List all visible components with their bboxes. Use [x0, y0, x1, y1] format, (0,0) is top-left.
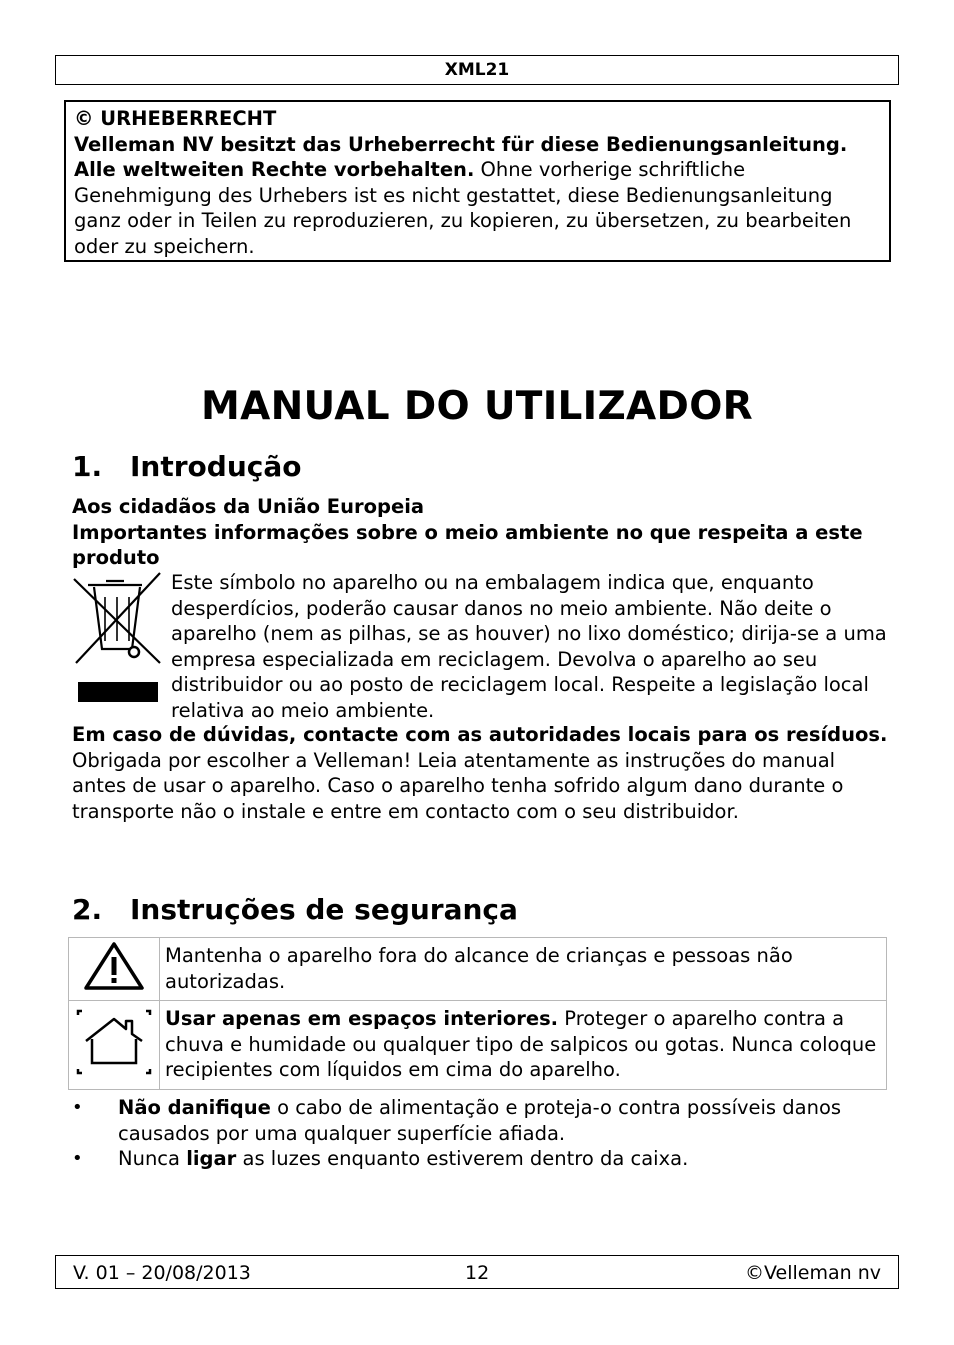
icon-cell — [69, 938, 160, 1001]
eu-notice — [72, 494, 892, 571]
footer-version: V. 01 – 20/08/2013 — [73, 1262, 251, 1284]
bullet-dot-icon: • — [72, 1148, 83, 1169]
copyright-title: © URHEBERRECHT — [74, 107, 277, 130]
header-model-box — [55, 55, 899, 85]
list-item — [72, 1146, 892, 1172]
section-number: 2. — [72, 893, 103, 926]
page-title: MANUAL DO UTILIZADOR — [201, 384, 753, 429]
section-heading-introduction — [72, 450, 302, 483]
safety-text-cell — [160, 1001, 887, 1090]
intro-body — [72, 722, 892, 824]
thanks-text: Obrigada por escolher a Velleman! Leia atentamente as instruções do manual antes de usar o aparelho. Caso o aparelho tenha sofrido algum dano durante o transporte não o instale e entre em contacto com o seu distribuidor. — [72, 748, 844, 823]
footer-box — [55, 1255, 899, 1289]
footer-company: ©Velleman nv — [745, 1262, 881, 1284]
environment-subtitle: Importantes informações sobre o meio ambiente no que respeita a este produto — [72, 520, 863, 569]
warning-triangle-icon — [82, 940, 146, 992]
copyright-text: Ohne vorherige schriftliche Genehmigung des Urhebers ist es nicht gestattet, diese Bedienungsanleitung ganz oder in Teilen zu reproduzieren, zu kopieren, zu übersetzen, zu bearbeiten oder zu speichern. — [74, 158, 852, 258]
model-name: XML21 — [444, 60, 510, 80]
bullet-dot-icon: • — [72, 1097, 83, 1118]
safety-bold: Usar apenas em espaços interiores. — [165, 1007, 559, 1030]
icon-cell — [69, 1001, 160, 1090]
bullet-text: o cabo de alimentação e proteja-o contra possíveis danos causados por uma qualquer superfície afiada. — [118, 1096, 842, 1145]
weee-bin-icon — [72, 571, 164, 705]
safety-text-cell — [160, 938, 887, 1001]
doubts-text: Em caso de dúvidas, contacte com as autoridades locais para os resíduos. — [72, 723, 888, 746]
section-title: Instruções de segurança — [130, 893, 518, 926]
eu-subtitle: Aos cidadãos da União Europeia — [72, 495, 425, 518]
bullet-pre: Nunca — [118, 1147, 187, 1170]
weee-text: Este símbolo no aparelho ou na embalagem indica que, enquanto desperdícios, poderão causar danos no meio ambiente. Não deite o aparelho (nem as pilhas, se as houver) no lixo doméstico; dirija-se a uma empresa especializada em reciclagem. Devolva o aparelho ao seu distribuidor ou ao posto de reciclagem local. Respeite a legislação local relativa ao meio ambiente. — [171, 571, 887, 722]
list-item — [72, 1095, 892, 1146]
bullet-text: as luzes enquanto estiverem dentro da caixa. — [236, 1147, 689, 1170]
safety-text: Mantenha o aparelho fora do alcance de crianças e pessoas não autorizadas. — [165, 944, 793, 993]
bullet-bold: Não danifique — [118, 1096, 271, 1119]
section-title: Introdução — [130, 450, 302, 483]
copyright-bold-text: Velleman NV besitzt das Urheberrecht für diese Bedienungsanleitung. Alle weltweiten Rechte vorbehalten. — [74, 132, 848, 181]
safety-table — [68, 937, 887, 1090]
copyright-box — [64, 100, 891, 262]
footer-page-number: 12 — [465, 1262, 490, 1284]
safety-text: Proteger o aparelho contra a chuva e humidade ou qualquer tipo de salpicos ou gotas. Nunca coloque recipientes com líquidos em cima do aparelho. — [165, 1007, 877, 1081]
section-number: 1. — [72, 450, 103, 483]
table-row — [69, 938, 887, 1001]
table-row — [69, 1001, 887, 1090]
safety-bullets — [72, 1095, 892, 1172]
indoor-house-icon — [74, 1007, 154, 1077]
bullet-bold: ligar — [186, 1147, 237, 1170]
section-heading-safety — [72, 893, 518, 926]
copyright-paragraph — [74, 132, 881, 260]
